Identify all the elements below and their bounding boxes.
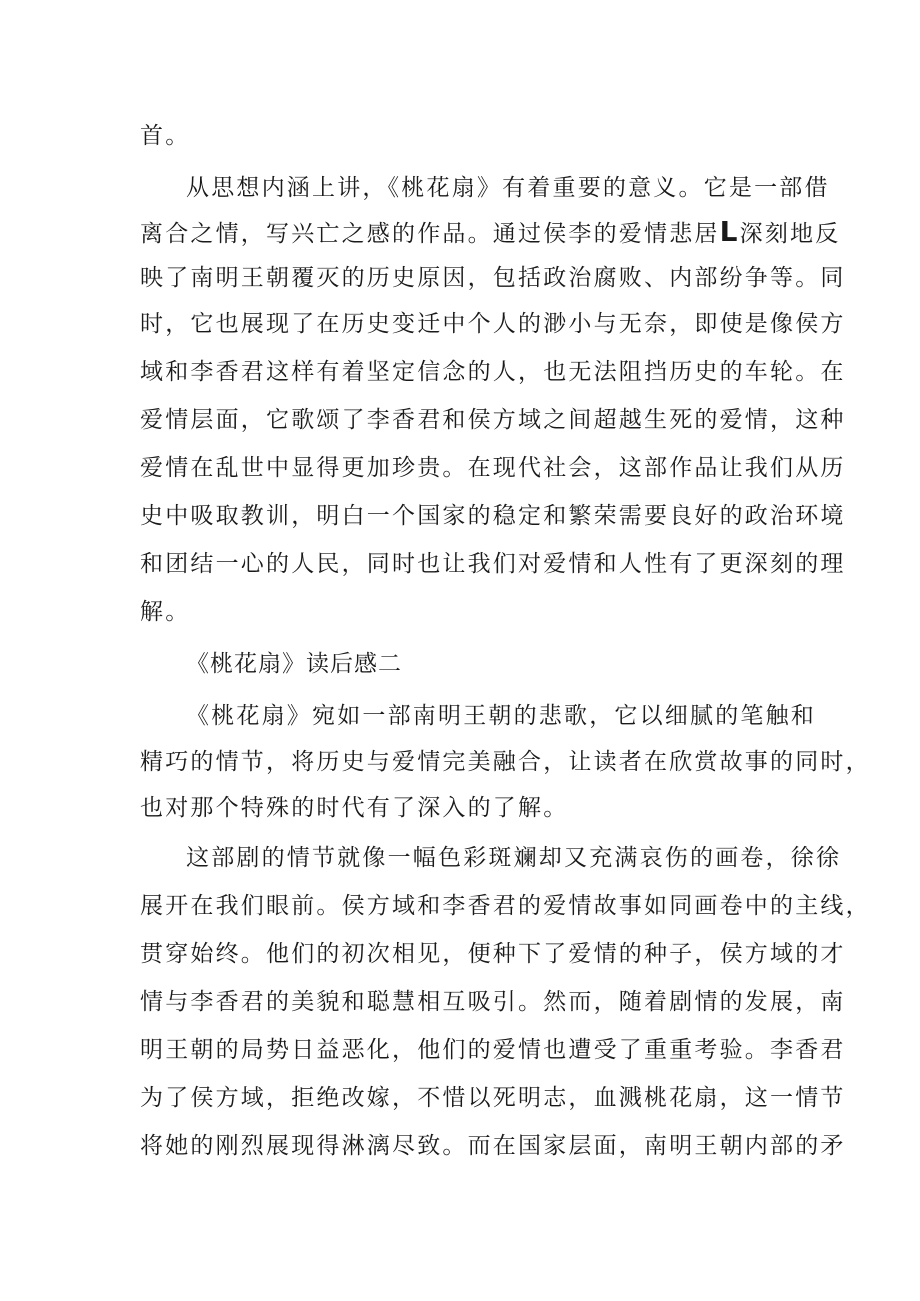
text-line: 将她的刚烈展现得淋漓尽致。而在国家层面，南明王朝内部的矛 (140, 1133, 846, 1159)
text-line: 展开在我们眼前。侯方域和李香君的爱情故事如同画卷中的主线， (140, 893, 871, 919)
text-line: 明王朝的局势日益恶化，他们的爱情也遭受了重重考验。李香君 (140, 1037, 846, 1063)
paragraph-start-line: 这部剧的情节就像一幅色彩斑斓却又充满哀伤的画卷，徐徐 (186, 845, 842, 871)
text-line: 解。 (140, 599, 191, 625)
text-span: 深刻地反 (739, 221, 841, 247)
text-line: 域和李香君这样有着坚定信念的人，也无法阻挡历史的车轮。在 (140, 359, 846, 385)
stray-glyph: L (719, 215, 740, 248)
text-line: 爱情在乱世中显得更加珍贵。在现代社会，这部作品让我们从历 (140, 455, 846, 481)
text-line: 贯穿始终。他们的初次相见，便种下了爱情的种子，侯方域的才 (140, 941, 846, 967)
text-line: 情与李香君的美貌和聪慧相互吸引。然而，随着剧情的发展，南 (140, 989, 846, 1015)
text-line: 映了南明王朝覆灭的历史原因，包括政治腐败、内部纷争等。同 (140, 265, 846, 291)
text-line: 为了侯方域，拒绝改嫁，不惜以死明志，血溅桃花扇，这一情节 (140, 1085, 846, 1111)
text-line: 和团结一心的人民，同时也让我们对爱情和人性有了更深刻的理 (140, 551, 846, 577)
text-line: 爱情层面，它歌颂了李香君和侯方域之间超越生死的爱情，这种 (140, 407, 846, 433)
text-line: 史中吸取教训，明白一个国家的稳定和繁荣需要良好的政治环境 (140, 503, 846, 529)
text-line: 也对那个特殊的时代有了深入的了解。 (140, 795, 569, 821)
text-span: 离合之情，写兴亡之感的作品。通过侯李的爱情悲居 (140, 221, 720, 247)
text-line: 首。 (140, 123, 191, 149)
paragraph-start-line: 《桃花扇》宛如一部南明王朝的悲歌，它以细腻的笔触和 (186, 703, 816, 729)
section-heading: 《桃花扇》读后感二 (186, 651, 402, 677)
paragraph-start-line: 从思想内涵上讲，《桃花扇》有着重要的意义。它是一部借 (186, 175, 830, 201)
text-line: 精巧的情节，将历史与爱情完美融合，让读者在欣赏故事的同时， (140, 749, 871, 775)
text-line: 时，它也展现了在历史变迁中个人的渺小与无奈，即使是像侯方 (140, 311, 846, 337)
text-line (140, 215, 841, 248)
